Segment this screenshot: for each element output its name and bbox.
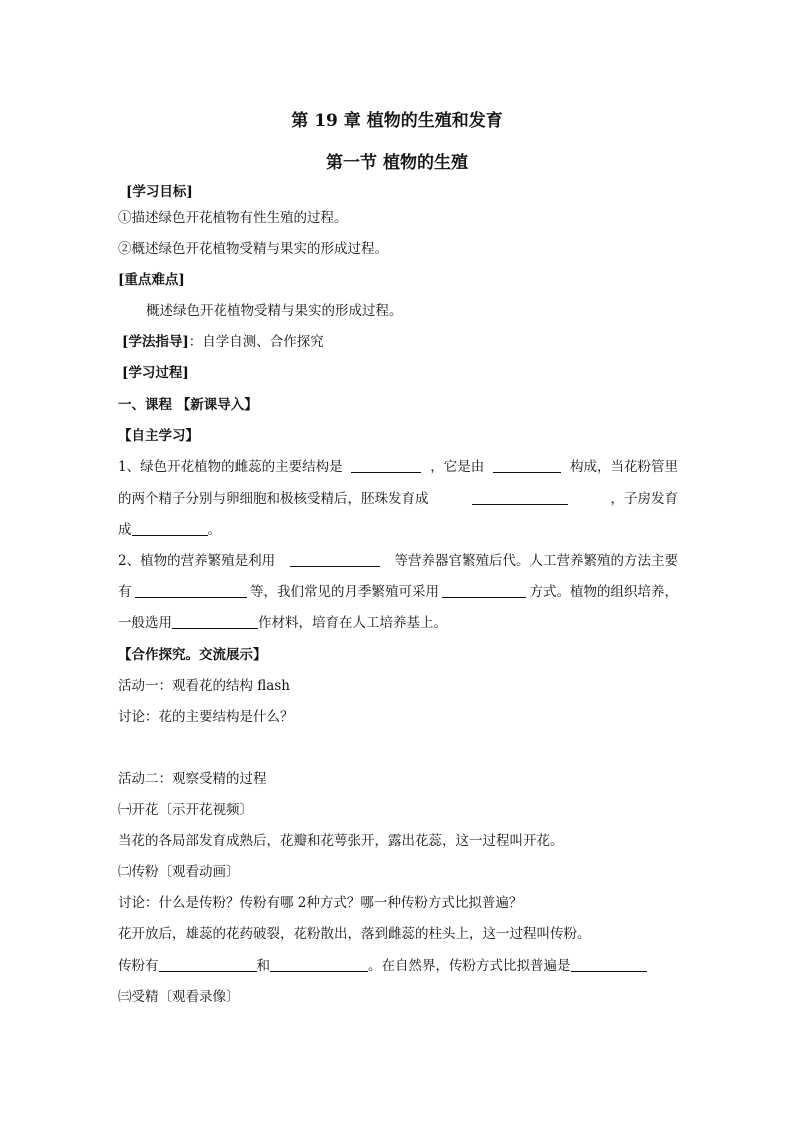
pollination-text: 花开放后，雄蕊的花药破裂，花粉散出，落到雌蕊的柱头上，这一过程叫传粉。 [118, 926, 591, 942]
answer-blank[interactable] [290, 552, 380, 567]
answer-blank[interactable] [571, 957, 647, 972]
objective-2: ②概述绿色开花植物受精与果实的形成过程。 [118, 241, 388, 257]
answer-blank[interactable] [351, 458, 421, 473]
section-title: 第一节 植物的生殖 [326, 153, 468, 173]
method-line [122, 333, 682, 351]
subheading-pollination: ㈡传粉〔观看动画〕 [118, 864, 240, 880]
part1-heading: 一、课程 [118, 397, 177, 413]
chapter-title: 第 19 章 植物的生殖和发育 [291, 111, 503, 131]
question-1-line-3: 成 。 [118, 522, 221, 538]
part1-line [118, 396, 678, 414]
new-lesson-heading: 【新课导入】 [176, 397, 258, 413]
pollination-fill-line: 传粉有 和 。在自然界，传粉方式比拟普遍是 [118, 957, 678, 975]
keypoints-header: [重点难点] [118, 272, 185, 288]
objectives-header: [学习目标] [126, 184, 193, 200]
cooperation-header: 【合作探究。交流展示】 [118, 647, 267, 663]
self-study-header: 【自主学习】 [118, 428, 199, 444]
activity-2: 活动二：观察受精的过程 [118, 771, 267, 787]
discussion-2: 讨论：什么是传粉？传粉有哪 2种方式？哪一种传粉方式比拟普遍？ [118, 895, 523, 911]
objective-1: ①描述绿色开花植物有性生殖的过程。 [118, 210, 348, 226]
answer-blank[interactable] [270, 957, 368, 972]
activity-1: 活动一：观看花的结构 flash [118, 678, 290, 694]
question-2-line-2: 有 等，我们常见的月季繁殖可采用 方式。植物的组织培养， [118, 584, 678, 600]
subheading-flowering: ㈠开花〔示开花视频〕 [118, 802, 253, 818]
answer-blank[interactable] [135, 583, 247, 598]
discussion-1: 讨论：花的主要结构是什么？ [118, 709, 294, 725]
flowering-text: 当花的各局部发育成熟后，花瓣和花萼张开，露出花蕊，这一过程叫开花。 [118, 833, 564, 849]
answer-blank[interactable] [172, 614, 258, 629]
process-header: [学习过程] [122, 365, 189, 381]
question-2-line-3: 一般选用 作材料，培育在人工培养基上。 [118, 615, 447, 631]
answer-blank[interactable] [472, 490, 568, 505]
question-2-line-1: 2、植物的营养繁殖是利用 等营养器官繁殖后代。人工营养繁殖的方法主要 [118, 553, 678, 569]
answer-blank[interactable] [159, 957, 257, 972]
keypoints-text: 概述绿色开花植物受精与果实的形成过程。 [146, 303, 403, 319]
subheading-fertilization: ㈢受精〔观看录像〕 [118, 989, 240, 1005]
question-1-line-1: 1、绿色开花植物的雌蕊的主要结构是 ，它是由 构成，当花粉管里 [118, 459, 678, 475]
method-text: ：自学自测、合作探究 [188, 334, 324, 350]
answer-blank[interactable] [442, 583, 526, 598]
answer-blank[interactable] [493, 458, 561, 473]
answer-blank[interactable] [132, 521, 208, 536]
method-header: [学法指导] [122, 334, 189, 350]
question-1-line-2: 的两个精子分别与卵细胞和极核受精后，胚珠发育成 ，子房发育 [118, 491, 678, 507]
